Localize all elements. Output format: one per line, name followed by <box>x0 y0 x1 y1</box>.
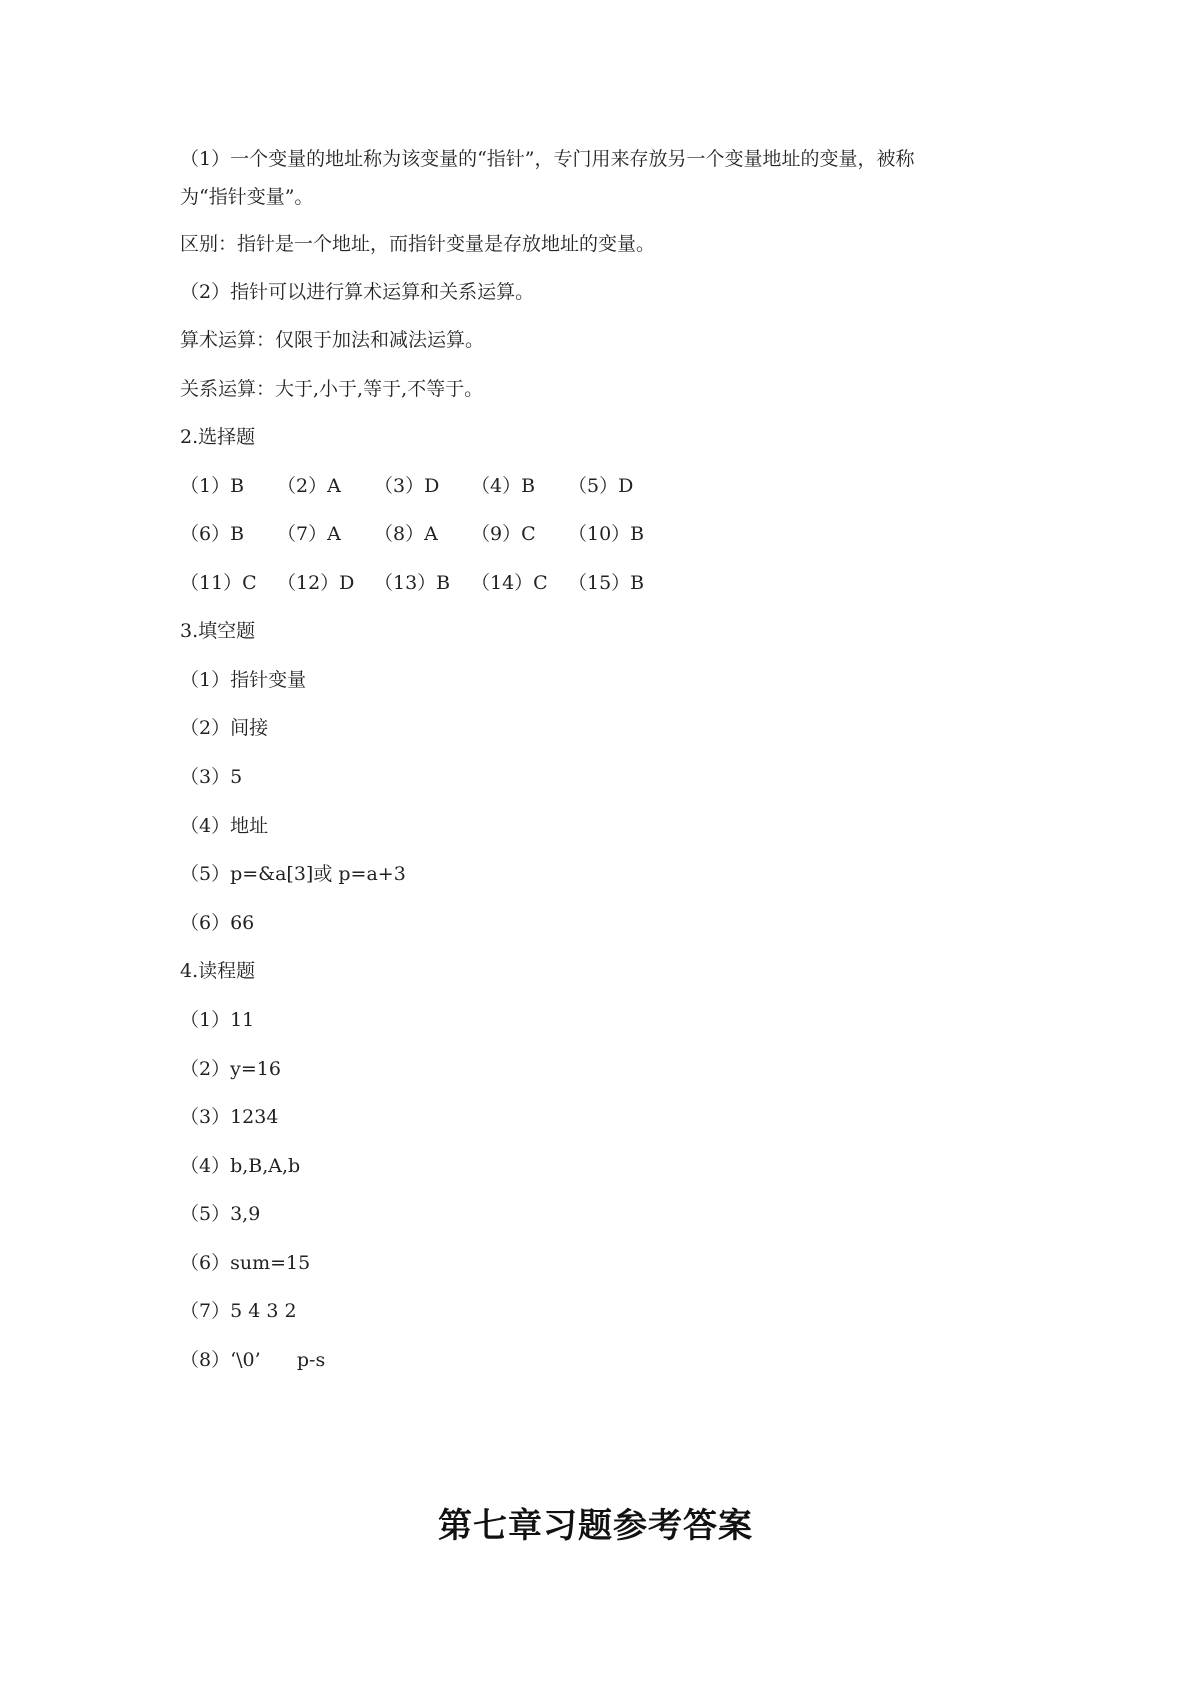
choice-answer: （2）A <box>277 475 341 497</box>
choice-answer: （7）A <box>277 523 341 545</box>
section-4-heading: 4.读程题 <box>180 960 256 982</box>
chapter-title: 第七章习题参考答案 <box>438 1506 753 1546</box>
choice-answer: （4）B <box>471 475 536 497</box>
program-answer: （1）11 <box>180 1009 255 1031</box>
choice-answer: （15）B <box>568 572 645 594</box>
choice-answer: （14）C <box>471 572 548 594</box>
choice-answer: （13）B <box>374 572 451 594</box>
program-answer: （5）3,9 <box>180 1203 261 1225</box>
choice-answer: （12）D <box>277 572 355 594</box>
choice-answer: （6）B <box>180 523 245 545</box>
fill-answer: （5）p=&a[3]或 p=a+3 <box>180 863 406 885</box>
relation-text: 关系运算：大于,小于,等于,不等于。 <box>180 378 484 400</box>
section-2-heading: 2.选择题 <box>180 426 256 448</box>
choice-answer: （10）B <box>568 523 645 545</box>
choice-answer: （5）D <box>568 475 634 497</box>
answer-2-text: （2）指针可以进行算术运算和关系运算。 <box>180 281 535 303</box>
answer-1-line-1: （1）一个变量的地址称为该变量的“指针”，专门用来存放另一个变量地址的变量，被称 <box>180 148 915 170</box>
program-answer: （7）5 4 3 2 <box>180 1300 297 1322</box>
choice-answer: （9）C <box>471 523 536 545</box>
choice-answer: （8）A <box>374 523 438 545</box>
answer-1-line-2: 为“指针变量”。 <box>180 186 314 208</box>
program-answer: （2）y=16 <box>180 1058 281 1080</box>
choice-answer: （11）C <box>180 572 257 594</box>
program-answer: （4）b,B,A,b <box>180 1155 301 1177</box>
fill-answer: （2）间接 <box>180 717 269 739</box>
fill-answer: （1）指针变量 <box>180 669 307 691</box>
program-answer: （3）1234 <box>180 1106 279 1128</box>
program-answer: （8）‘\0’ p-s <box>180 1349 326 1371</box>
choice-answer: （3）D <box>374 475 440 497</box>
program-answer: （6）sum=15 <box>180 1252 311 1274</box>
arithmetic-text: 算术运算：仅限于加法和减法运算。 <box>180 329 485 351</box>
fill-answer: （3）5 <box>180 766 243 788</box>
fill-answer: （4）地址 <box>180 815 269 837</box>
difference-text: 区别：指针是一个地址，而指针变量是存放地址的变量。 <box>180 233 656 255</box>
choice-answer: （1）B <box>180 475 245 497</box>
section-3-heading: 3.填空题 <box>180 620 256 642</box>
fill-answer: （6）66 <box>180 912 255 934</box>
